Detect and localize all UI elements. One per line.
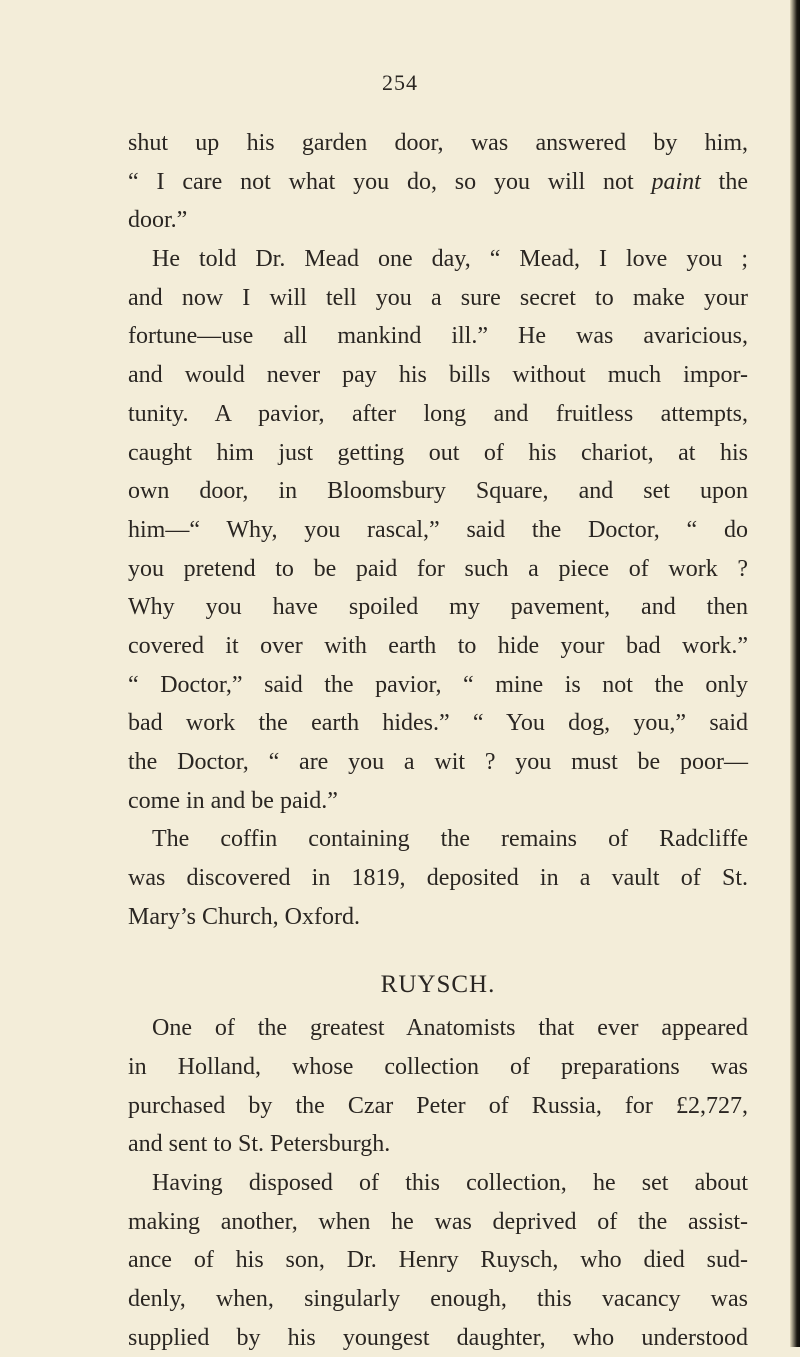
text-line: door.” [128, 207, 188, 234]
page-number: 254 [382, 70, 418, 95]
text-line: shut up his garden door, was answered by him, [128, 130, 748, 156]
text-line: him—“ Why, you rascal,” said the Doctor, “ do [128, 516, 748, 543]
text-line: covered it over with earth to hide your bad work.” [128, 632, 748, 659]
text-line: fortune—use all mankind ill.” He was avaricious, [128, 323, 748, 350]
section-heading: RUYSCH. [380, 971, 496, 999]
text-line-start: “ I care not what you do, so you will not [128, 168, 652, 195]
text-line: He told Dr. Mead one day, “ Mead, I love you ; [152, 246, 748, 273]
text-line: was discovered in 1819, deposited in a vault of St. [128, 865, 748, 892]
text-line: and would never pay his bills without much impor- [128, 362, 748, 389]
text-line: bad work the earth hides.” “ You dog, you,” said [128, 710, 748, 737]
text-line: and sent to St. Petersburgh. [128, 1131, 391, 1158]
text-line: One of the greatest Anatomists that ever appeared [152, 1015, 748, 1042]
page-edge-shadow [790, 0, 800, 1347]
text-line: making another, when he was deprived of the assist- [128, 1208, 748, 1235]
text-line [128, 163, 748, 202]
text-line: supplied by his youngest daughter, who understood [128, 1324, 748, 1351]
italic-word: paint [651, 168, 701, 195]
text-line: Having disposed of this collection, he set about [152, 1169, 748, 1196]
text-line: you pretend to be paid for such a piece of work ? [128, 555, 748, 582]
text-line: denly, when, singularly enough, this vacancy was [128, 1285, 748, 1312]
text-line-end: the [700, 168, 748, 195]
text-line: in Holland, whose collection of preparations was [128, 1053, 748, 1080]
text-line: come in and be paid.” [128, 787, 338, 814]
text-line: Mary’s Church, Oxford. [128, 903, 360, 930]
text-line: the Doctor, “ are you a wit ? you must be poor— [128, 749, 748, 775]
text-line: Why you have spoiled my pavement, and then [128, 594, 748, 621]
text-line: tunity. A pavior, after long and fruitless attempts, [128, 400, 748, 427]
text-line: ance of his son, Dr. Henry Ruysch, who died sud- [128, 1247, 748, 1274]
text-line: caught him just getting out of his chariot, at his [128, 439, 748, 466]
text-line: “ Doctor,” said the pavior, “ mine is not the only [128, 671, 748, 698]
text-line: own door, in Bloomsbury Square, and set upon [128, 478, 748, 505]
text-line: and now I will tell you a sure secret to make your [128, 284, 748, 311]
text-line: The coffin containing the remains of Radcliffe [152, 826, 748, 853]
text-line: purchased by the Czar Peter of Russia, for £2,727, [128, 1092, 748, 1119]
page-text [128, 124, 748, 1357]
